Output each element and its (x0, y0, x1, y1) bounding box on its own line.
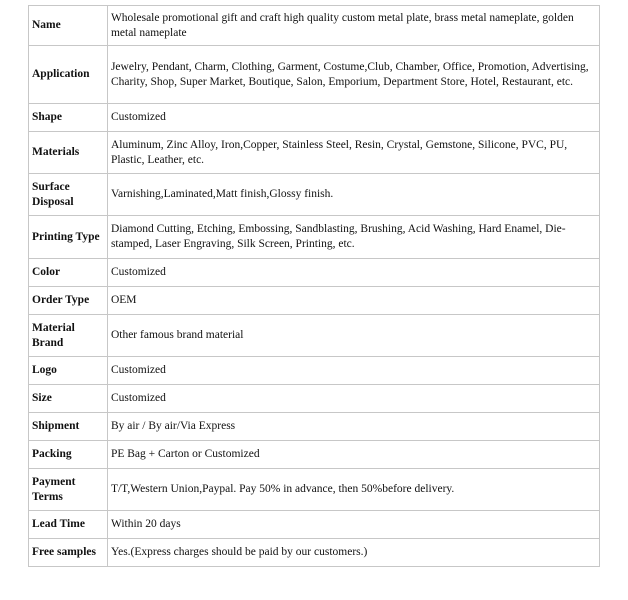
row-value: Customized (107, 259, 599, 287)
row-value: Customized (107, 385, 599, 413)
row-label: Materials (29, 132, 108, 174)
row-value: Jewelry, Pendant, Charm, Clothing, Garment, Costume,Club, Chamber, Office, Promotion, Advertising, Charity, Shop, Super Market, Boutique, Salon, Emporium, Department Store, Hotel, Restaurant, etc. (107, 46, 599, 104)
row-label: Color (29, 259, 108, 287)
table-row (29, 6, 600, 46)
table-row (29, 174, 600, 216)
row-value: PE Bag + Carton or Customized (107, 441, 599, 469)
row-value: Varnishing,Laminated,Matt finish,Glossy finish. (107, 174, 599, 216)
row-label: Order Type (29, 287, 108, 315)
row-value: Aluminum, Zinc Alloy, Iron,Copper, Stainless Steel, Resin, Crystal, Gemstone, Silicone, PVC, PU, Plastic, Leather, etc. (107, 132, 599, 174)
table-row (29, 46, 600, 104)
table-row (29, 259, 600, 287)
row-value: Diamond Cutting, Etching, Embossing, Sandblasting, Brushing, Acid Washing, Hard Enamel, Die-stamped, Laser Engraving, Silk Screen, Printing, etc. (107, 216, 599, 259)
row-value: By air / By air/Via Express (107, 413, 599, 441)
row-label: Logo (29, 357, 108, 385)
row-label: Payment Terms (29, 469, 108, 511)
table-row (29, 539, 600, 567)
row-value: Customized (107, 357, 599, 385)
row-label: Material Brand (29, 315, 108, 357)
table-row (29, 441, 600, 469)
row-value: Customized (107, 104, 599, 132)
table-row (29, 287, 600, 315)
row-label: Free samples (29, 539, 108, 567)
row-value: OEM (107, 287, 599, 315)
table-row (29, 216, 600, 259)
row-label: Shipment (29, 413, 108, 441)
table-row (29, 315, 600, 357)
table-row (29, 413, 600, 441)
row-label: Application (29, 46, 108, 104)
table-row (29, 385, 600, 413)
row-label: Name (29, 6, 108, 46)
row-label: Printing Type (29, 216, 108, 259)
table-row (29, 469, 600, 511)
row-value: Within 20 days (107, 511, 599, 539)
spec-table-container (28, 5, 600, 567)
row-label: Packing (29, 441, 108, 469)
row-label: Shape (29, 104, 108, 132)
table-row (29, 132, 600, 174)
row-value: Yes.(Express charges should be paid by our customers.) (107, 539, 599, 567)
row-label: Surface Disposal (29, 174, 108, 216)
row-label: Size (29, 385, 108, 413)
row-value: Wholesale promotional gift and craft high quality custom metal plate, brass metal nameplate, golden metal nameplate (107, 6, 599, 46)
product-spec-table (28, 5, 600, 567)
table-row (29, 511, 600, 539)
row-value: Other famous brand material (107, 315, 599, 357)
row-label: Lead Time (29, 511, 108, 539)
table-row (29, 104, 600, 132)
row-value: T/T,Western Union,Paypal. Pay 50% in advance, then 50%before delivery. (107, 469, 599, 511)
table-row (29, 357, 600, 385)
